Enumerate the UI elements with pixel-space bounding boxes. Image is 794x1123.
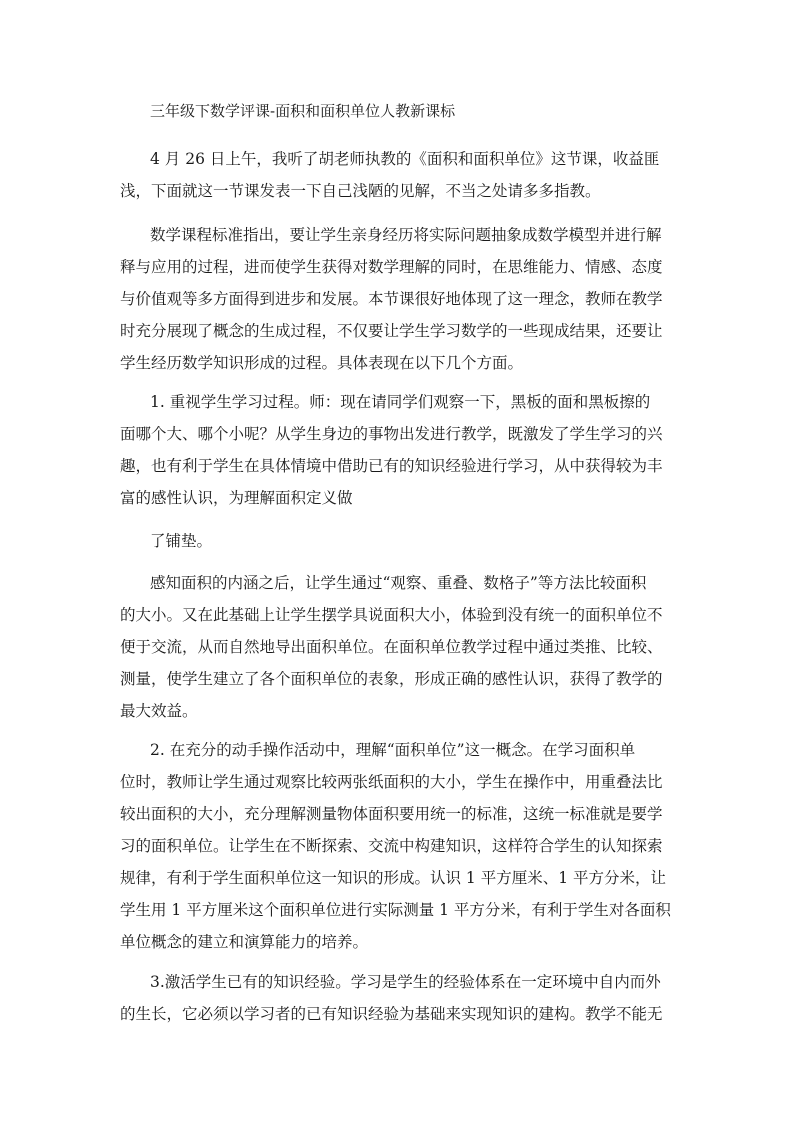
text-line: 面哪个大、哪个小呢？从学生身边的事物出发进行教学，既激发了学生学习的兴 <box>120 425 663 443</box>
text-line: 2. 在充分的动手操作活动中，理解“面积单位”这一概念。在学习面积单 <box>150 741 636 759</box>
paragraph-continuation <box>120 525 680 557</box>
text-line: 感知面积的内涵之后，让学生通过“观察、重叠、数格子”等方法比较面积 <box>150 574 647 592</box>
text-line: 规律，有利于学生面积单位这一知识的形成。认识 1 平方厘米、1 平方分米，让 <box>120 869 667 887</box>
text-line: 较出面积的大小，充分理解测量物体面积要用统一的标准，这统一标准就是要学 <box>120 805 663 823</box>
text-line: 位时，教师让学生通过观察比较两张纸面积的大小，学生在操作中，用重叠法比 <box>120 773 663 791</box>
text-line: 3.激活学生已有的知识经验。学习是学生的经验体系在一定环境中自内而外 <box>150 973 661 991</box>
text-line: 富的感性认识，为理解面积定义做 <box>120 489 353 507</box>
text-line: 的大小。又在此基础上让学生摆学具说面积大小，体验到没有统一的面积单位不 <box>120 606 663 624</box>
text-line: 浅，下面就这一节课发表一下自己浅陋的见解，不当之处请多多指教。 <box>120 182 601 200</box>
paragraph-point-3 <box>120 966 680 1030</box>
text-line: 数学课程标准指出，要让学生亲身经历将实际问题抽象成数学模型并进行解 <box>150 226 662 244</box>
paragraph-point-1 <box>120 386 680 514</box>
text-line: 了铺垫。 <box>150 532 213 550</box>
text-line: 与价值观等多方面得到进步和发展。本节课很好地体现了这一理念，教师在教学 <box>120 290 663 308</box>
text-line: 时充分展现了概念的生成过程，不仅要让学生学习数学的一些现成结果，还要让 <box>120 322 663 340</box>
text-line: 习的面积单位。让学生在不断探索、交流中构建知识，这样符合学生的认知探索 <box>120 837 663 855</box>
text-line: 的生长，它必须以学习者的已有知识经验为基础来实现知识的建构。教学不能无 <box>120 1005 663 1023</box>
text-line: 学生经历数学知识形成的过程。具体表现在以下几个方面。 <box>120 354 524 372</box>
text-line: 最大效益。 <box>120 702 198 720</box>
text-line: 4 月 26 日上午，我听了胡老师执教的《面积和面积单位》这节课，收益匪 <box>150 150 660 168</box>
document-title: 三年级下数学评课-面积和面积单位人教新课标 <box>150 102 456 120</box>
text-line: 单位概念的建立和演算能力的培养。 <box>120 933 369 951</box>
text-line: 学生用 1 平方厘米这个面积单位进行实际测量 1 平方分米，有利于学生对各面积 <box>120 901 671 919</box>
paragraph-curriculum-standard <box>120 219 680 379</box>
paragraph-point-2 <box>120 734 680 958</box>
text-line: 趣，也有利于学生在具体情境中借助已有的知识经验进行学习，从中获得较为丰 <box>120 457 663 475</box>
paragraph-area-concept <box>120 567 680 727</box>
paragraph-intro <box>120 143 680 207</box>
text-line: 释与应用的过程，进而使学生获得对数学理解的同时，在思维能力、情感、态度 <box>120 258 663 276</box>
text-line: 1. 重视学生学习过程。师：现在请同学们观察一下，黑板的面和黑板擦的 <box>150 393 651 411</box>
text-line: 便于交流，从而自然地导出面积单位。在面积单位教学过程中通过类推、比较、 <box>120 638 663 656</box>
text-line: 测量，使学生建立了各个面积单位的表象，形成正确的感性认识，获得了教学的 <box>120 670 663 688</box>
